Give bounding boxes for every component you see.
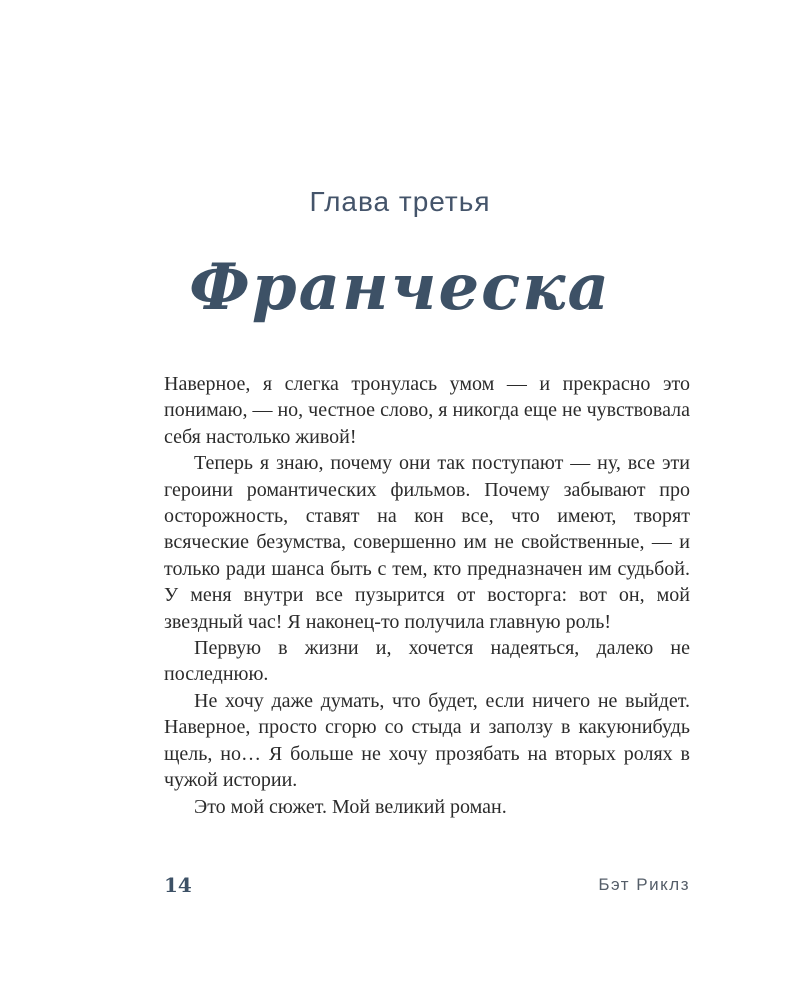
page-number: 14 — [164, 873, 192, 897]
chapter-label: Глава третья — [309, 186, 491, 217]
paragraph: Первую в жизни и, хочется надеяться, далеко не последнюю. — [164, 637, 690, 686]
chapter-title: Франческа — [189, 250, 611, 325]
paragraph: Это мой сюжет. Мой великий роман. — [194, 795, 507, 818]
paragraph: Не хочу даже думать, что будет, если ничего не выйдет. Наверное, просто сгорю со стыда и заползу в какуюнибудь щель, но… Я больше не хочу прозябать на вторых ролях в чужой истории. — [164, 689, 690, 792]
paragraph: Наверное, я слегка тронулась умом — и прекрасно это понимаю, — но, честное слово, я никогда еще не чувствовала себя настолько живой! — [164, 373, 690, 448]
body-text — [164, 371, 690, 820]
paragraph: Теперь я знаю, почему они так поступают — ну, все эти героини романтических фильмов. Почему забывают про осторожность, ставят на кон все, что имеют, творят всяческие безумства, совершенно им не свойственные, — и только ради шанса быть с тем, кто предназначен им судьбой. У меня внутри все пузырится от восторга: вот он, мой звездный час! Я наконец-то получила главную роль! — [164, 452, 690, 633]
running-footer-author: Бэт Риклз — [598, 875, 690, 894]
